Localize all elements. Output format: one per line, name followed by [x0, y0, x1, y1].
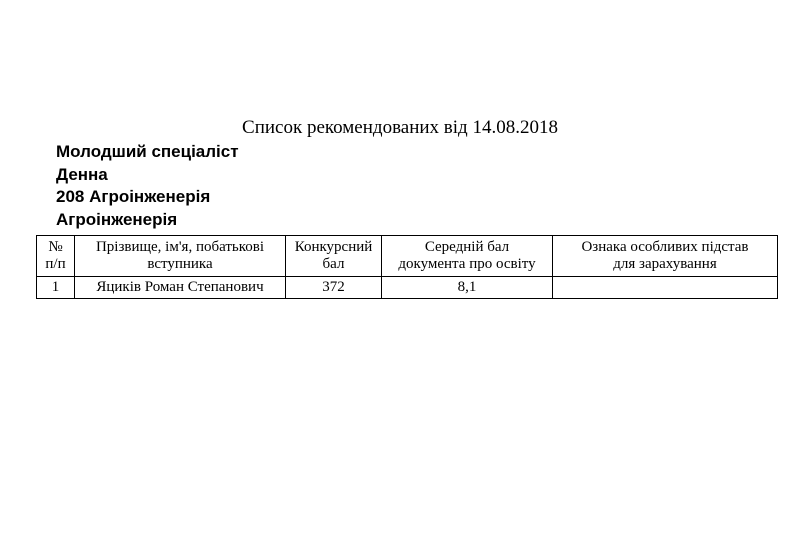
- column-header-special-line2: для зарахування: [613, 256, 717, 272]
- qualification-level: Молодший спеціаліст: [56, 142, 239, 161]
- column-header-number-line1: №: [48, 238, 63, 255]
- column-header-average-line1: Середній бал: [424, 238, 510, 255]
- study-form: Денна: [56, 164, 108, 184]
- column-header-average-grade: [382, 236, 553, 277]
- document-title: Список рекомендованих від 14.08.2018: [242, 117, 558, 138]
- column-header-score-line1: Конкурсний: [294, 238, 373, 255]
- column-header-special-grounds: [553, 236, 778, 277]
- table-header-row: [37, 236, 778, 277]
- column-header-number-line2: п/п: [45, 256, 66, 272]
- document-header-block: [56, 141, 239, 231]
- column-header-name: [75, 236, 286, 277]
- cell-average-grade: 8,1: [382, 277, 553, 299]
- table-row: [37, 277, 778, 299]
- cell-competitive-score: 372: [286, 277, 382, 299]
- column-header-name-line2: вступника: [147, 256, 213, 272]
- column-header-score-line2: бал: [322, 256, 345, 272]
- column-header-name-line1: Прізвище, ім'я, побатькові: [95, 238, 265, 255]
- cell-number: 1: [37, 277, 75, 299]
- column-header-average-line2: документа про освіту: [398, 256, 536, 272]
- specialty: 208 Агроінженерія: [56, 187, 211, 206]
- cell-applicant-name: Яциків Роман Степанович: [75, 277, 286, 299]
- column-header-number: [37, 236, 75, 277]
- cell-special-grounds: [553, 277, 778, 299]
- recommended-list-table: [36, 235, 778, 299]
- educational-program: Агроінженерія: [56, 209, 178, 229]
- column-header-special-line1: Ознака особливих підстав: [581, 238, 749, 255]
- column-header-competitive-score: [286, 236, 382, 277]
